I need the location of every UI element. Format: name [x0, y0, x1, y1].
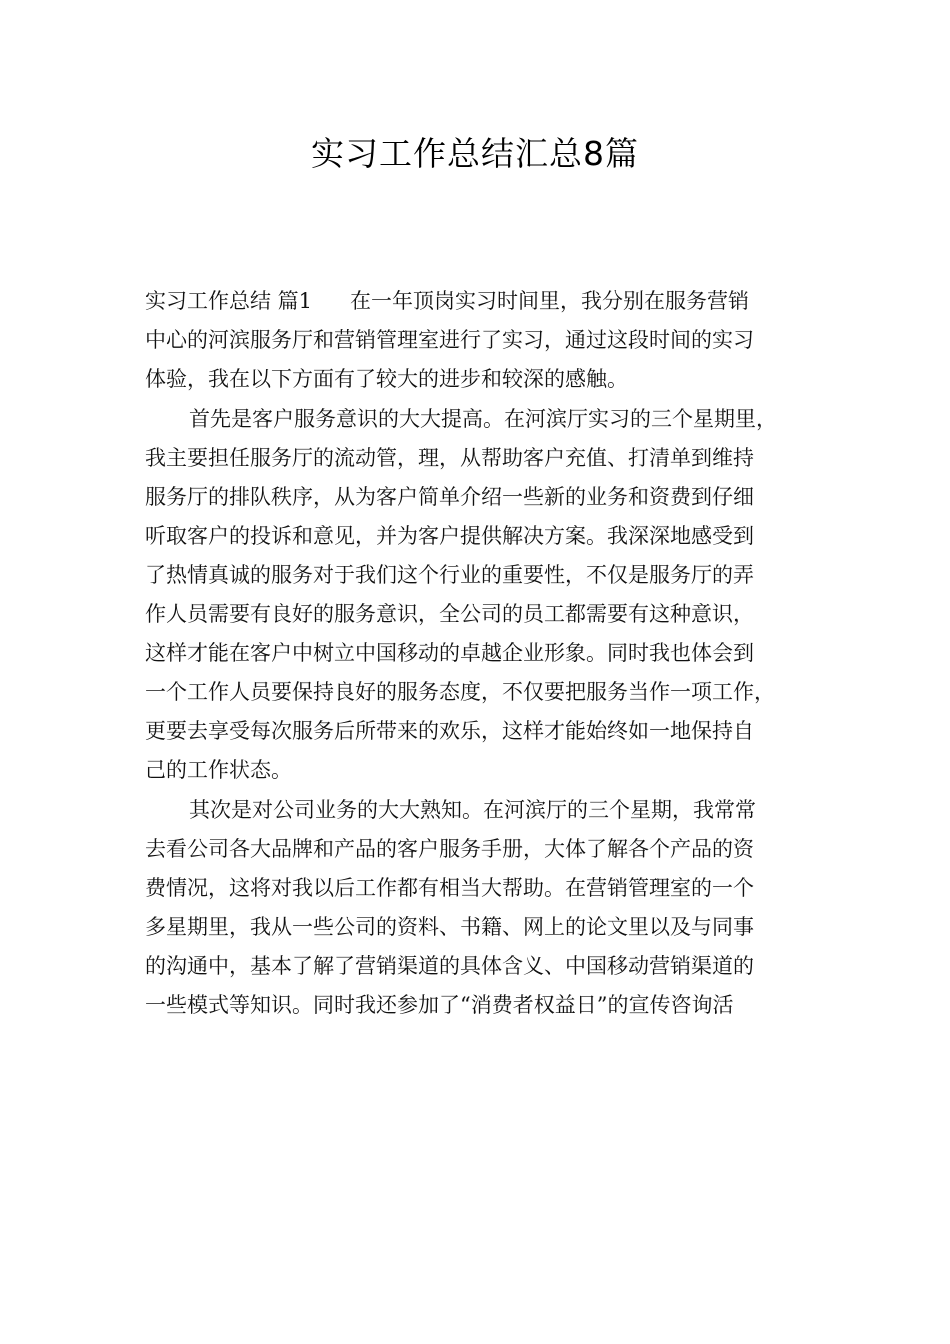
paragraph-line: 己的工作状态。 [145, 758, 292, 782]
paragraph-line: 了热情真诚的服务对于我们这个行业的重要性，不仅是服务厅的弄 [145, 563, 754, 587]
paragraph-line: 一个工作人员要保持良好的服务态度，不仅要把服务当作一项工作， [145, 680, 775, 704]
paragraph-line: 其次是对公司业务的大大熟知。在河滨厅的三个星期，我常常 [189, 798, 756, 822]
paragraph-line: 多星期里，我从一些公司的资料、书籍、网上的论文里以及与同事 [145, 915, 754, 939]
line-text: 在一年顶岗实习时间里，我分别在服务营销 [350, 289, 750, 313]
paragraph-2 [145, 400, 827, 790]
paragraph-line: 一些模式等知识。同时我还参加了“消费者权益日”的宣传咨询活 [145, 993, 734, 1017]
paragraph-1 [145, 282, 827, 399]
paragraph-line: 去看公司各大品牌和产品的客户服务手册，大体了解各个产品的资 [145, 837, 754, 861]
paragraph-3 [145, 791, 827, 1025]
paragraph-line: 首先是客户服务意识的大大提高。在河滨厅实习的三个星期里， [189, 407, 777, 431]
paragraph-line: 听取客户的投诉和意见，并为客户提供解决方案。我深深地感受到 [145, 524, 754, 548]
document-title: 实习工作总结汇总8篇 [311, 134, 639, 173]
paragraph-line: 更要去享受每次服务后所带来的欢乐，这样才能始终如一地保持自 [145, 719, 754, 743]
section-heading: 实习工作总结 篇1 [145, 289, 313, 313]
paragraph-line: 中心的河滨服务厅和营销管理室进行了实习，通过这段时间的实习 [145, 328, 754, 352]
paragraph-line: 作人员需要有良好的服务意识，全公司的员工都需要有这种意识， [145, 602, 754, 626]
paragraph-line [145, 282, 827, 321]
document-body [145, 282, 827, 1026]
paragraph-line: 体验，我在以下方面有了较大的进步和较深的感触。 [145, 367, 628, 391]
paragraph-line: 服务厅的排队秩序，从为客户简单介绍一些新的业务和资费到仔细 [145, 485, 754, 509]
paragraph-line: 费情况，这将对我以后工作都有相当大帮助。在营销管理室的一个 [145, 876, 754, 900]
paragraph-line: 的沟通中，基本了解了营销渠道的具体含义、中国移动营销渠道的 [145, 954, 754, 978]
paragraph-line: 这样才能在客户中树立中国移动的卓越企业形象。同时我也体会到 [145, 641, 754, 665]
paragraph-line: 我主要担任服务厅的流动管，理，从帮助客户充值、打清单到维持 [145, 446, 754, 470]
